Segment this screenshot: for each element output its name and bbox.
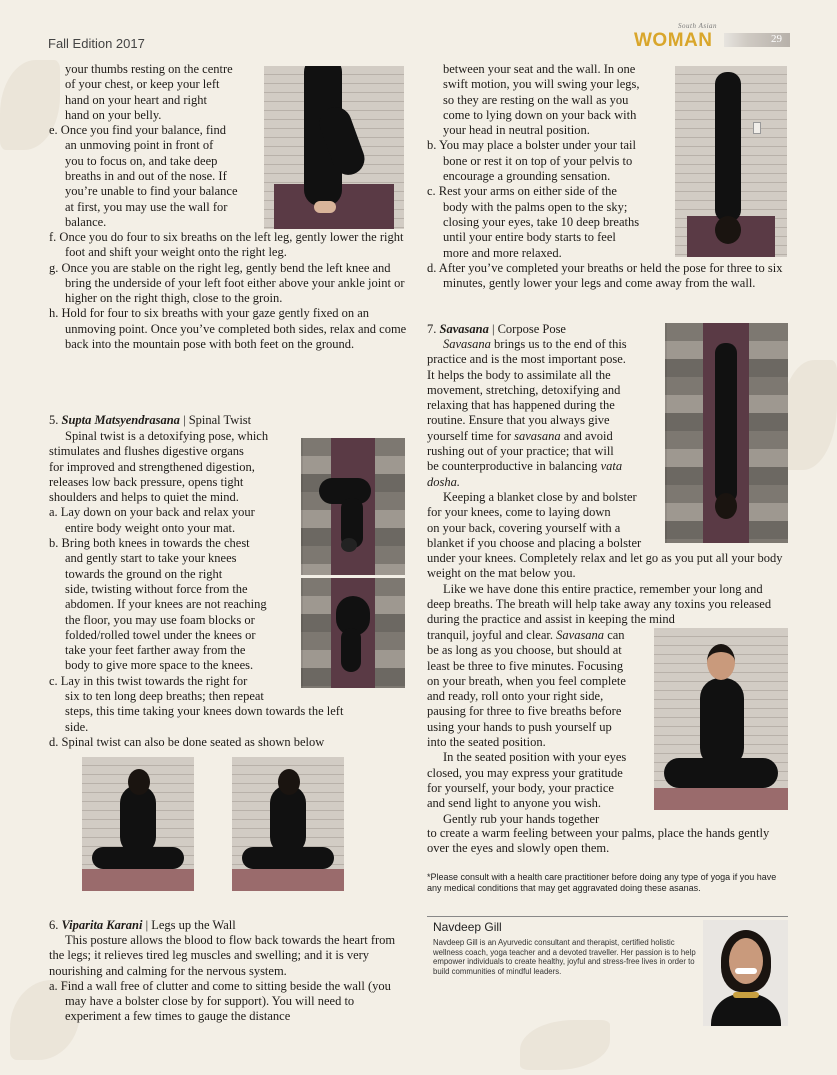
text-line: relaxing that has happened during the — [427, 398, 615, 413]
tree-pose-photo — [264, 66, 404, 229]
text-line: closed, you may express your gratitude — [427, 765, 623, 780]
text-line: routine. Ensure that you always give — [427, 413, 610, 428]
tree-pose-continuation — [49, 62, 264, 230]
edition-label: Fall Edition 2017 — [48, 36, 145, 51]
text-line: folded/rolled towel under the knees or — [65, 627, 256, 642]
text-line: towards the ground on the right — [65, 566, 223, 581]
text-line: It helps the body to assimilate all the — [427, 367, 611, 382]
text-line: more and more relaxed. — [443, 245, 562, 260]
section-number: 7. — [427, 322, 437, 336]
spinal-twist-photo-2 — [301, 578, 405, 688]
text-line: hand on your heart and right — [65, 92, 207, 107]
italic-term: vata — [600, 459, 623, 474]
logo-tagline: South Asian — [678, 22, 718, 30]
text-line: e. Once you find your balance, find — [49, 123, 227, 138]
step-h: h. Hold for four to six breaths with your gaze gently fixed on an unmoving point. Once you’ve completed both sides, relax and come back into the mountain pose with both feet on the ground. — [49, 306, 407, 352]
step-d: d. After you’ve completed your breaths or held the pose for three to six minutes, gently lower your legs and come away from the wall. — [427, 261, 783, 291]
text-line: six to ten long deep breaths; then repeat — [65, 689, 264, 704]
text-line: rushing out of your practice; that will — [427, 444, 614, 459]
italic-term: savasana — [514, 428, 561, 443]
text-line: Spinal twist is a detoxifying pose, which — [65, 429, 269, 443]
pose-name: Savasana — [439, 322, 489, 336]
text-run: brings us to the end of this — [490, 337, 627, 351]
page-number-bar — [724, 33, 790, 47]
text-line — [427, 429, 659, 444]
text-line: into the seated position. — [427, 735, 546, 750]
pose-subtitle: | Corpose Pose — [491, 322, 566, 336]
text-line: an unmoving point in front of — [65, 138, 214, 153]
text-line: b. Bring both knees in towards the chest — [49, 536, 250, 551]
section-7-narrow-b — [427, 628, 653, 827]
text-line: your head in neutral position. — [443, 123, 590, 138]
author-name: Navdeep Gill — [433, 920, 502, 934]
text-line — [427, 459, 659, 474]
text-line: body with the palms open to the sky; — [443, 199, 628, 214]
text-line: encourage a grounding sensation. — [443, 169, 611, 184]
text-run: can — [604, 628, 625, 642]
steps-f-to-h — [49, 230, 409, 352]
text-line: balance. — [65, 214, 107, 229]
legs-up-wall-photo — [675, 66, 787, 257]
text-line — [427, 628, 653, 643]
step-a: a. Find a wall free of clutter and come to sitting beside the wall (you may have a bolster close by for support). You will need to experiment a few times to gauge the distance — [49, 978, 391, 1024]
text-line: using your hands to push yourself up — [427, 719, 612, 734]
text-line: d. Spinal twist can also be done seated as shown below — [49, 734, 325, 749]
text-line: practice and is the most important pose. — [427, 352, 626, 367]
text-line: shoulders and helps to quiet the mind. — [49, 490, 239, 505]
text-line: c. Lay in this twist towards the right for — [49, 673, 248, 688]
seated-twist-photo-2 — [232, 757, 344, 891]
page-number: 29 — [771, 33, 782, 45]
author-bio: Navdeep Gill is an Ayurvedic consultant and therapist, certified holistic wellness coach, yoga teacher and a devoted traveller. Her passion is to help empower individuals to create healthy, joyful and stress-free lives in order to build communities of mindful leaders. — [433, 938, 696, 976]
section-6-body — [49, 933, 409, 1025]
text-line: at first, you may use the wall for — [65, 199, 228, 214]
text-line: for improved and strengthened digestion, — [49, 459, 255, 474]
text-run: be counterproductive in balancing — [427, 459, 601, 474]
section-7-title — [427, 322, 667, 337]
legs-up-continuation — [427, 62, 677, 261]
text-line — [427, 337, 659, 352]
text-run: tranquil, joyful and clear. — [427, 628, 557, 642]
disclaimer-note: *Please consult with a health care practitioner before doing any type of yoga if you have any medical conditions that may get aggravated doing these asanas. — [427, 872, 777, 893]
section-5-body — [49, 429, 344, 750]
text-line: you to focus on, and take deep — [65, 153, 218, 168]
paragraph: Like we have done this entire practice, remember your long and deep breaths. The breath will help take away any toxins you released during the practice and assist in keeping the mind — [427, 581, 772, 627]
text-line: body to give more space to the knees. — [65, 658, 254, 673]
text-line: abdomen. If your knees are not reaching — [65, 597, 267, 612]
text-line: swift motion, you will swing your legs, — [443, 77, 640, 92]
text-line: hand on your belly. — [65, 107, 162, 122]
text-line: your thumbs resting on the centre — [65, 62, 233, 76]
spinal-twist-photo-1 — [301, 438, 405, 575]
pose-name: Viparita Karani — [61, 918, 143, 932]
text-line: In the seated position with your eyes — [443, 750, 627, 765]
text-line: of your chest, or keep your left — [65, 77, 220, 92]
text-line: Gently rub your hands together — [443, 811, 600, 826]
step-f: f. Once you do four to six breaths on the left leg, gently lower the right foot and shift your weight onto the right leg. — [49, 230, 404, 260]
text-line: for yourself, your body, your practice — [427, 780, 614, 795]
text-line: breaths in and out of the nose. If — [65, 169, 227, 184]
seated-meditation-photo — [654, 628, 788, 810]
logo-text: WOMAN — [634, 30, 713, 51]
magazine-logo — [634, 22, 718, 52]
text-line: on your breath, when you feel complete — [427, 673, 626, 688]
author-photo — [703, 920, 788, 1026]
paragraph: under your knees. Completely relax and let go as you put all your body weight on the mat below you. — [427, 551, 783, 581]
seated-twist-photo-1 — [82, 757, 194, 891]
text-line: side. — [65, 719, 89, 734]
text-line: and gently start to take your knees — [65, 551, 237, 566]
step-d-legs-up — [427, 261, 787, 292]
text-line: closing your eyes, take 10 deep breaths — [443, 214, 640, 229]
section-7-wide-a — [427, 551, 789, 627]
text-line: a. Lay down on your back and relax your — [49, 505, 255, 520]
savasana-photo — [665, 323, 788, 543]
text-line: the floor, you may use foam blocks or — [65, 612, 255, 627]
text-line: for your knees, come to laying down — [427, 505, 611, 520]
section-6-title — [49, 918, 349, 933]
text-line: and send light to anyone you wish. — [427, 796, 601, 811]
text-line: b. You may place a bolster under your tail — [427, 138, 636, 153]
italic-term: dosha. — [427, 474, 460, 489]
section-5-title — [49, 413, 349, 428]
text-run: yourself time for — [427, 428, 515, 443]
text-line: entire body weight onto your mat. — [65, 520, 236, 535]
text-line: be as long as you choose, but should at — [427, 643, 622, 658]
italic-term: Savasana — [556, 628, 605, 642]
section-7-body — [427, 337, 659, 551]
text-line: Keeping a blanket close by and bolster — [443, 489, 637, 504]
section-number: 6. — [49, 918, 59, 932]
divider — [427, 916, 788, 917]
text-line: movement, stretching, detoxifying and — [427, 382, 621, 397]
section-number: 5. — [49, 413, 59, 427]
text-line: blanket if you choose and placing a bolster — [427, 535, 642, 550]
paragraph: to create a warm feeling between your palms, place the hands gently over the eyes and slowly open them. — [427, 826, 770, 856]
text-line: c. Rest your arms on either side of the — [427, 184, 617, 199]
text-line: steps, this time taking your knees down towards the left — [65, 704, 344, 719]
text-line: come to lying down on your back with — [443, 107, 637, 122]
pose-subtitle: | Legs up the Wall — [145, 918, 236, 932]
text-line: bone or rest it on top of your pelvis to — [443, 153, 633, 168]
text-line: take your feet farther away from the — [65, 643, 246, 658]
text-run: and avoid — [560, 428, 613, 443]
text-line: stimulates and flushes digestive organs — [49, 444, 244, 459]
step-g: g. Once you are stable on the right leg, gently bend the left knee and bring the underside of your left foot either above your ankle joint or higher on the right thigh, close to the groin. — [49, 260, 405, 306]
text-line: side, twisting without force from the — [65, 581, 248, 596]
italic-term: Savasana — [443, 337, 491, 351]
pose-name: Supta Matsyendrasana — [61, 413, 180, 427]
text-line: and ready, roll onto your right side, — [427, 689, 604, 704]
text-line: you’re unable to find your balance — [65, 184, 238, 199]
background-leaf — [520, 1020, 610, 1070]
pose-subtitle: | Spinal Twist — [183, 413, 252, 427]
text-line: pausing for three to five breaths before — [427, 704, 622, 719]
text-line: least be three to five minutes. Focusing — [427, 658, 624, 673]
section-6-intro: This posture allows the blood to flow back towards the heart from the legs; it relieves tired leg muscles and swelling; and it is very nourishing and calming for the nervous system. — [49, 933, 396, 978]
text-line: on your back, covering yourself with a — [427, 520, 621, 535]
section-7-wide-b — [427, 826, 789, 857]
text-line: releases low back pressure, opens tight — [49, 474, 244, 489]
background-leaf — [780, 360, 837, 470]
text-line: until your entire body starts to feel — [443, 230, 616, 245]
text-line: so they are resting on the wall as you — [443, 92, 629, 107]
text-line: between your seat and the wall. In one — [443, 62, 636, 76]
text-line — [427, 475, 659, 490]
